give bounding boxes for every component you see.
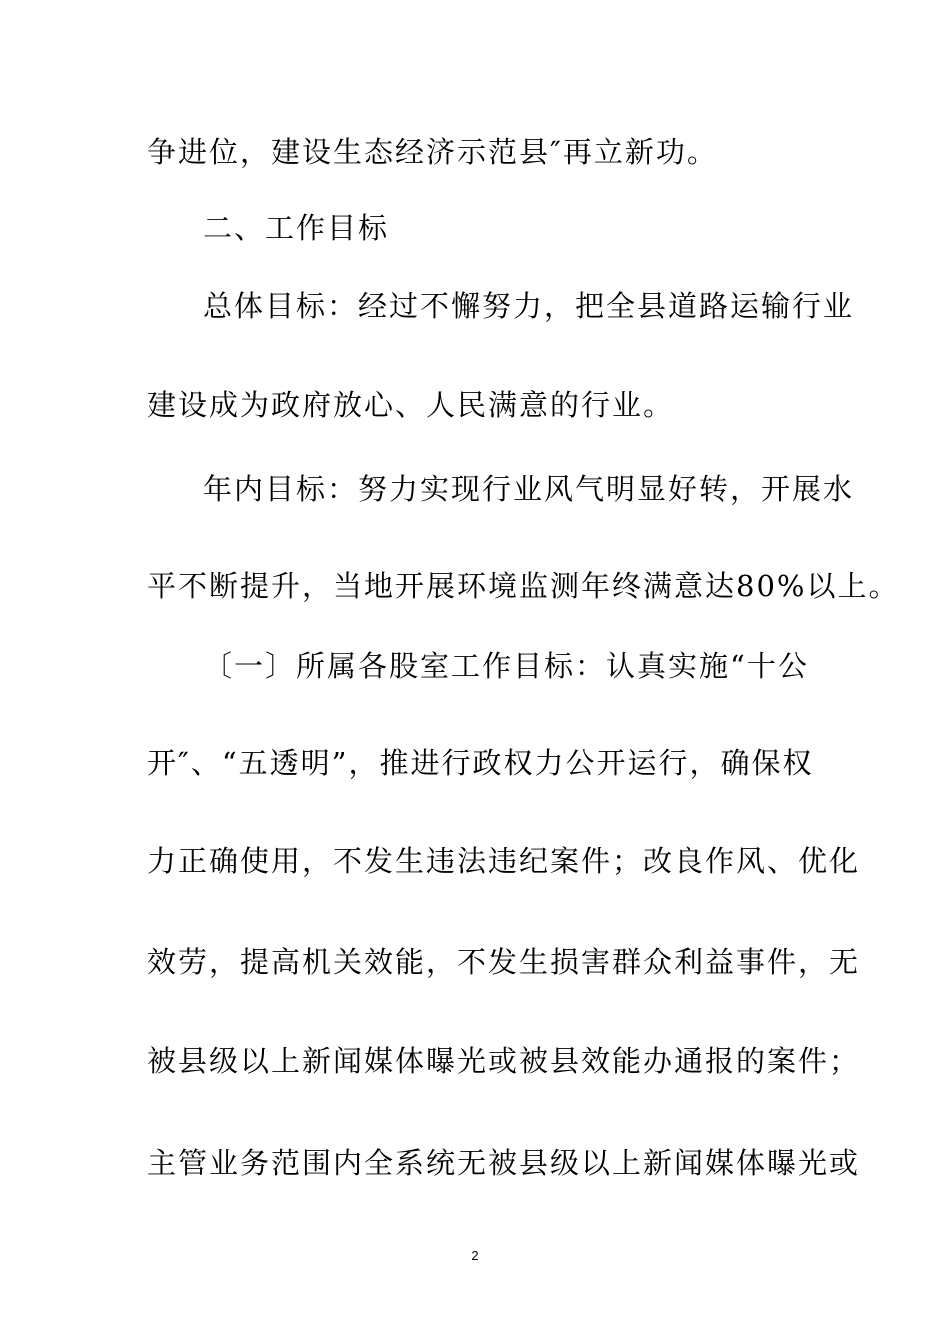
body-text-line-9: 力正确使用，不发生违法违纪案件；改良作风、优化 [147, 844, 861, 878]
body-text-line-7: 〔一〕所属各股室工作目标：认真实施“十公 [203, 649, 809, 683]
page-number: 2 [471, 1248, 479, 1263]
body-text-line-6: 平不断提升，当地开展环境监测年终满意达80%以上。 [147, 569, 900, 603]
body-text-line-5: 年内目标：努力实现行业风气明显好转，开展水 [203, 472, 855, 506]
body-text-line-8: 开″、“五透明”，推进行政权力公开运行，确保权 [147, 746, 814, 780]
body-text-line-1: 争进位，建设生态经济示范县″再立新功。 [147, 135, 718, 169]
body-text-line-10: 效劳，提高机关效能，不发生损害群众利益事件，无 [147, 945, 861, 979]
body-text-line-11: 被县级以上新闻媒体曝光或被县效能办通报的案件； [147, 1044, 861, 1078]
section-heading-work-goals: 二、工作目标 [203, 211, 390, 245]
body-text-line-4: 建设成为政府放心、人民满意的行业。 [147, 388, 675, 422]
body-text-line-3: 总体目标：经过不懈努力，把全县道路运输行业 [203, 289, 855, 323]
body-text-line-12: 主管业务范围内全系统无被县级以上新闻媒体曝光或 [147, 1146, 861, 1180]
